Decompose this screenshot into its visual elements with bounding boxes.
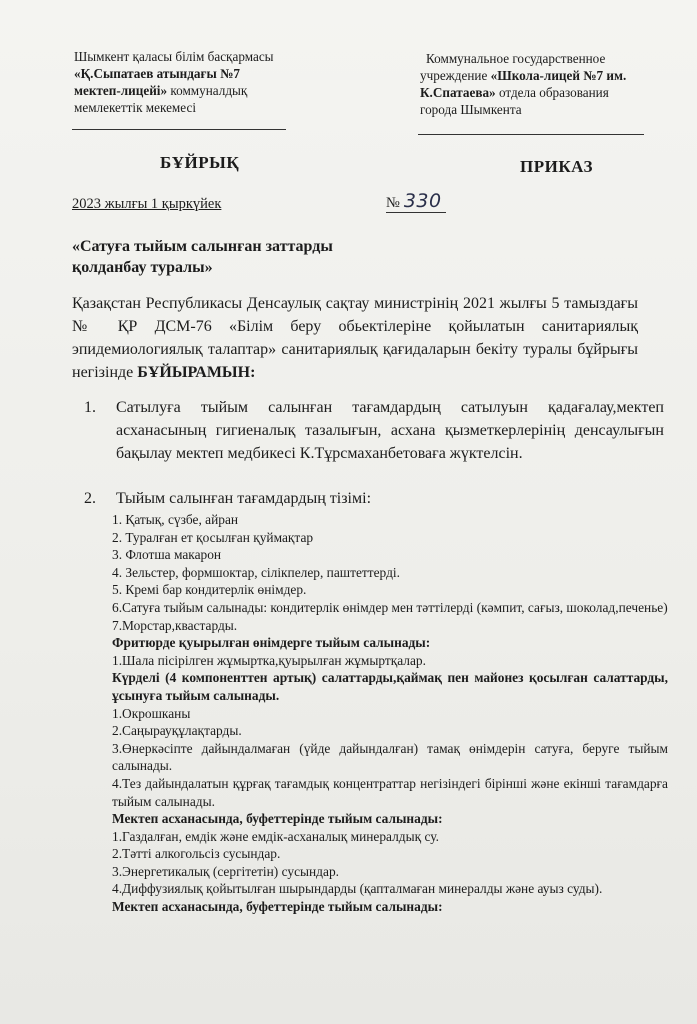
list-item: 4.Тез дайындалатын құрғақ тағамдық концентраттар негізіндегі бірінші және екінші тағамдарға тыйым салынады. (112, 775, 668, 809)
header-russian (420, 50, 670, 118)
header-kazakh (74, 48, 314, 116)
header-kk-line3: мектеп-лицейі» коммуналдық (74, 83, 248, 98)
list-item: 3.Өнеркәсіпте дайындалмаған (үйде дайындалған) тамақ өнімдерін сатуға, беруге тыйым салынады. (112, 740, 668, 774)
title-kazakh: БҰЙРЫҚ (160, 153, 240, 172)
header-kk-line1: Шымкент қаласы білім басқармасы (74, 49, 274, 64)
item-number: 1. (84, 399, 96, 416)
header-ru-line1: Коммунальное государственное (426, 51, 606, 66)
list-item: 1.Окрошканы (112, 705, 191, 721)
header-ru-line2: учреждение «Школа-лицей №7 им. (420, 68, 627, 83)
list-item: 3.Энергетикалық (сергітетін) сусындар. (112, 863, 339, 879)
handwritten-number: 330 (403, 190, 442, 212)
subject-line1: «Сатуға тыйым салынған заттарды (72, 238, 333, 255)
header-ru-line4: города Шымкента (420, 102, 522, 117)
list-item: 4. Зельстер, формшоктар, сілікпелер, паштеттерді. (112, 564, 400, 580)
title-russian: ПРИКАЗ (520, 157, 593, 176)
header-ru-underline (418, 134, 644, 135)
number-sign: № (386, 195, 400, 211)
list-item: 2.Тәтті алкогольсіз сусындар. (112, 846, 281, 862)
order-number (386, 190, 446, 213)
list-item: 2. Туралған ет қосылған қуймақтар (112, 529, 314, 545)
header-kk-line4: мемлекеттік мекемесі (74, 100, 196, 115)
item-number: 2. (84, 490, 96, 507)
list-item: 2.Саңырауқұлақтарды. (112, 723, 242, 739)
list-item: 1.Шала пісірілген жұмыртка,қуырылған жұмыртқалар. (112, 652, 426, 668)
section-heading: Фритюрде қуырылған өнімдерге тыйым салынады: (112, 635, 431, 651)
section-heading: Күрделі (4 компоненттен артық) салаттарды,қаймақ пен майонез қосылған салаттарды, ұсынуға тыйым салынады. (112, 670, 668, 703)
section-heading: Мектеп асханасында, буфеттерінде тыйым салынады: (112, 811, 443, 827)
order-subject (72, 236, 392, 278)
list-item: 1. Қатық, сүзбе, айран (112, 512, 239, 527)
preamble-text: Қазақстан Республикасы Денсаулық сақтау министрінің 2021 жылғы 5 тамыздағы № ҚР ДСМ-76 «Білім беру обьектілеріне қойылатын санитариялық эпидемиологиялық талаптар» санитариялық қағидаларын бекіту туралы бұйрығы негізінде (72, 295, 638, 381)
list-item: 1.Газдалған, емдік және емдік-асханалық минералдық су. (112, 828, 439, 844)
header-kk-line2: «Қ.Сыпатаев атындағы №7 (74, 66, 240, 81)
item-text: Тыйым салынған тағамдардың тізімі: (116, 490, 372, 507)
order-item-2 (84, 487, 664, 510)
list-item: 6.Сатуға тыйым салынады: кондитерлік өнімдер мен тәттілерді (кәмпит, сағыз, шоколад,печенье) (112, 599, 668, 615)
order-item-1 (84, 396, 664, 465)
prohibited-list (112, 511, 668, 916)
header-ru-line3: К.Спатаева» отдела образования (420, 85, 609, 100)
header-kk-underline (72, 129, 286, 130)
order-word: БҰЙЫРАМЫН: (137, 364, 256, 381)
section-heading: Мектеп асханасында, буфеттерінде тыйым салынады: (112, 899, 443, 915)
subject-line2: қолданбау туралы» (72, 259, 213, 276)
list-item: 3. Флотша макарон (112, 547, 222, 563)
list-item: 5. Кремі бар кондитерлік өнімдер. (112, 582, 307, 598)
item-text: Сатылуға тыйым салынған тағамдардың сатылуын қадағалау,мектеп асханасының гигиеналық тазалығын, асхана қызметкерлерінің денсаулығын бақылау мектеп медбикесі К.Тұрсмаханбетоваға жүктелсін. (116, 399, 664, 462)
list-item: 7.Морстар,квастарды. (112, 617, 238, 633)
order-date: 2023 жылғы 1 қыркүйек (72, 196, 222, 212)
preamble (72, 292, 638, 384)
list-item: 4.Диффузиялық қойытылған шырындарды (қапталмаған минералды және ауыз суды). (112, 881, 603, 897)
